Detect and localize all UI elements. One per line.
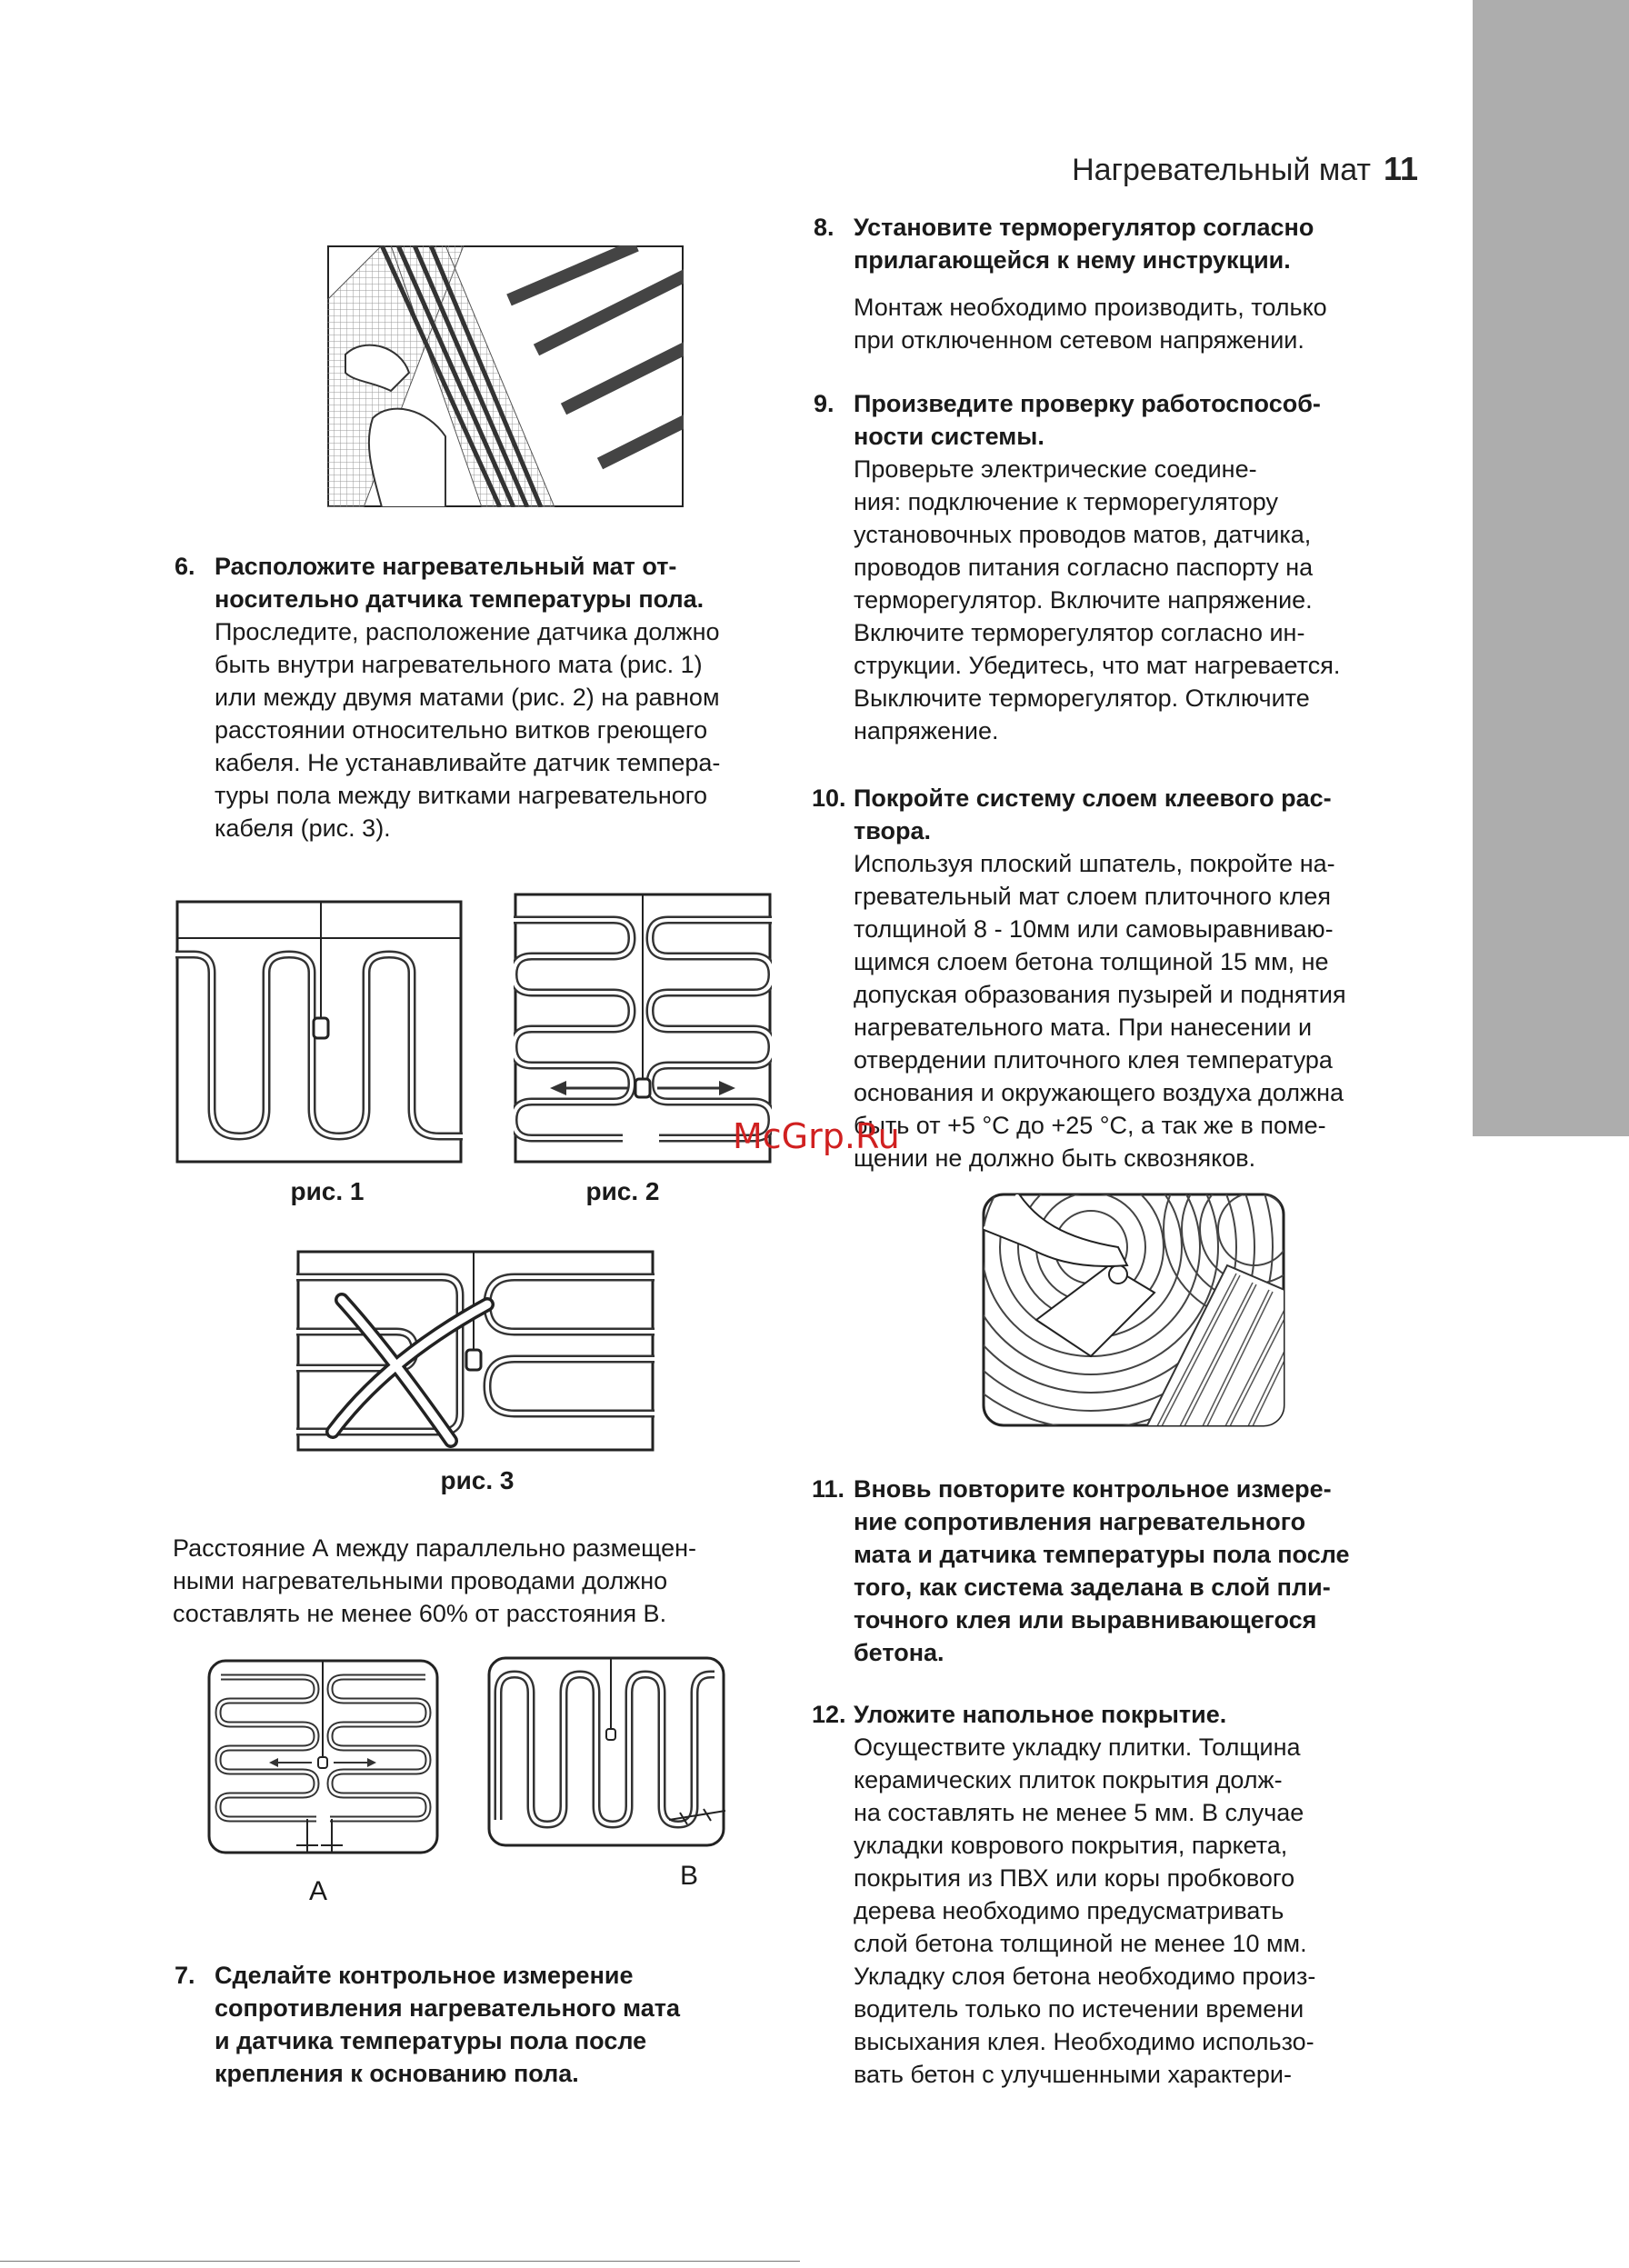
figure-a-diagram	[207, 1659, 439, 1854]
step-11-number: 11.	[812, 1475, 845, 1503]
step-6-body-line4: расстоянии относительно витков греющего	[215, 716, 708, 744]
step-11-title-line3: мата и датчика температуры пола после	[854, 1541, 1350, 1568]
watermark-text: McGrp.Ru	[733, 1116, 900, 1156]
figure-3-diagram	[296, 1250, 655, 1452]
step-12-body-line4: укладки коврового покрытия, паркета,	[854, 1832, 1288, 1859]
step-11-title-line1: Вновь повторите контрольное измере-	[854, 1475, 1332, 1503]
step-7-title-line1: Сделайте контрольное измерение	[215, 1962, 634, 1989]
step-7	[173, 1959, 809, 2090]
step-6-body-line5: кабеля. Не устанавливайте датчик темпера-	[215, 749, 721, 776]
step-9-body-line3: установочных проводов матов, датчика,	[854, 521, 1312, 548]
step-12-number: 12.	[812, 1701, 846, 1728]
step-7-number: 7.	[175, 1962, 195, 1989]
step-8-number: 8.	[814, 214, 834, 241]
step-11-title-line6: бетона.	[854, 1639, 944, 1666]
page-number: 11	[1383, 150, 1418, 187]
step-6-title-line1: Расположите нагревательный мат от-	[215, 553, 677, 580]
step-10-body-line8: основания и окружающего воздуха должна	[854, 1079, 1344, 1106]
label-b: B	[680, 1861, 699, 1891]
step-12-body-line3: на составлять не менее 5 мм. В случае	[854, 1799, 1304, 1826]
step-11-title-line4: того, как система заделана в слой пли-	[854, 1574, 1331, 1601]
step-12	[812, 1698, 1448, 2091]
step-9-body-line7: струкции. Убедитесь, что мат нагревается.	[854, 652, 1341, 679]
step-6-body-line6: туры пола между витками нагревательного	[215, 782, 708, 809]
step-9-number: 9.	[814, 390, 834, 417]
step-10-body-line2: гревательный мат слоем плиточного клея	[854, 883, 1331, 910]
step-12-body-line8: Укладку слоя бетона необходимо произ-	[854, 1963, 1316, 1990]
step-8-title-line2: прилагающейся к нему инструкции.	[854, 246, 1291, 274]
step-11-title-line2: ние сопротивления нагревательного	[854, 1508, 1306, 1535]
figure-2-caption: рис. 2	[585, 1177, 660, 1205]
distance-line3: составлять не менее 60% от расстояния В.	[173, 1600, 667, 1627]
step-9-title-line2: ности системы.	[854, 423, 1044, 450]
distance-line1: Расстояние А между параллельно размещен-	[173, 1534, 697, 1562]
step-10-number: 10.	[812, 784, 846, 812]
step-9	[812, 387, 1448, 747]
header-title: Нагревательный мат	[1072, 153, 1371, 187]
figure-3-caption: рис. 3	[440, 1466, 515, 1494]
step-9-body-line8: Выключите терморегулятор. Отключите	[854, 684, 1310, 712]
step-9-title-line1: Произведите проверку работоспособ-	[854, 390, 1321, 417]
step-11-title-line5: точного клея или выравнивающегося	[854, 1606, 1317, 1634]
step-10-body-line3: толщиной 8 - 10мм или самовыравниваю-	[854, 915, 1334, 943]
step-9-body-line2: ния: подключение к терморегулятору	[854, 488, 1278, 515]
step-8-body-line1: Монтаж необходимо производить, только	[854, 294, 1327, 321]
step-12-body-line2: керамических плиток покрытия долж-	[854, 1766, 1283, 1793]
step-10-body-line4: щимся слоем бетона толщиной 15 мм, не	[854, 948, 1329, 975]
step-8-body-line2: при отключенном сетевом напряжении.	[854, 326, 1304, 354]
step-10-title-line2: твора.	[854, 817, 931, 844]
step-10-body-line10: щении не должно быть сквозняков.	[854, 1144, 1256, 1172]
step-9-body-line6: Включите терморегулятор согласно ин-	[854, 619, 1305, 646]
bottom-rule	[0, 2261, 800, 2262]
step-8	[812, 211, 1448, 356]
step-12-body-line11: вать бетон с улучшенными характери-	[854, 2061, 1292, 2088]
step-6-body-line3: или между двумя матами (рис. 2) на равном	[215, 684, 720, 711]
step-12-body-line5: покрытия из ПВХ или коры пробкового	[854, 1864, 1295, 1892]
step-9-body-line5: терморегулятор. Включите напряжение.	[854, 586, 1313, 614]
step-6-body-line1: Проследите, расположение датчика должно	[215, 618, 720, 645]
step-10-body-line1: Используя плоский шпатель, покройте на-	[854, 850, 1335, 877]
mat-installation-illustration	[327, 245, 684, 507]
step-7-title-line4: крепления к основанию пола.	[215, 2060, 579, 2087]
label-a: A	[309, 1876, 328, 1906]
step-12-body-line6: дерева необходимо предусматривать	[854, 1897, 1284, 1924]
step-10-body-line5: допуская образования пузырей и поднятия	[854, 981, 1346, 1008]
step-10-body-line6: нагревательного мата. При нанесении и	[854, 1014, 1313, 1041]
step-12-body-line1: Осуществите укладку плитки. Толщина	[854, 1733, 1301, 1761]
step-9-body-line9: напряжение.	[854, 717, 999, 744]
step-10	[812, 782, 1448, 1174]
step-6	[173, 550, 809, 844]
step-8-title-line1: Установите терморегулятор согласно	[854, 214, 1314, 241]
step-12-body-line9: водитель только по истечении времени	[854, 1995, 1304, 2023]
step-7-title-line3: и датчика температуры пола после	[215, 2027, 647, 2054]
adhesive-application-illustration	[982, 1193, 1285, 1427]
step-6-number: 6.	[175, 553, 195, 580]
step-12-body-line7: слой бетона толщиной не менее 10 мм.	[854, 1930, 1307, 1957]
step-7-title-line2: сопротивления нагревательного мата	[215, 1994, 681, 2022]
step-6-body-line2: быть внутри нагревательного мата (рис. 1)	[215, 651, 703, 678]
figure-b-diagram	[487, 1656, 725, 1847]
figure-1-caption: рис. 1	[290, 1177, 365, 1205]
step-10-body-line7: отвердении плиточного клея температура	[854, 1046, 1333, 1074]
page-header	[1045, 150, 1418, 188]
step-6-body-line7: кабеля (рис. 3).	[215, 814, 391, 842]
step-11	[812, 1473, 1448, 1669]
step-6-title-line2: носительно датчика температуры пола.	[215, 585, 705, 613]
figure-1-diagram	[175, 900, 463, 1164]
distance-line2: ными нагревательными проводами должно	[173, 1567, 668, 1594]
step-9-body-line4: проводов питания согласно паспорту на	[854, 554, 1314, 581]
step-9-body-line1: Проверьте электрические соедине-	[854, 455, 1257, 483]
sidebar-tab	[1473, 0, 1629, 1136]
step-10-title-line1: Покройте систему слоем клеевого рас-	[854, 784, 1332, 812]
step-12-body-line10: высыхания клея. Необходимо использо-	[854, 2028, 1314, 2055]
distance-paragraph	[173, 1532, 809, 1630]
step-10-body-line9: быть от +5 °С до +25 °С, а так же в поме-	[854, 1112, 1326, 1139]
step-12-title-line1: Уложите напольное покрытие.	[854, 1701, 1227, 1728]
